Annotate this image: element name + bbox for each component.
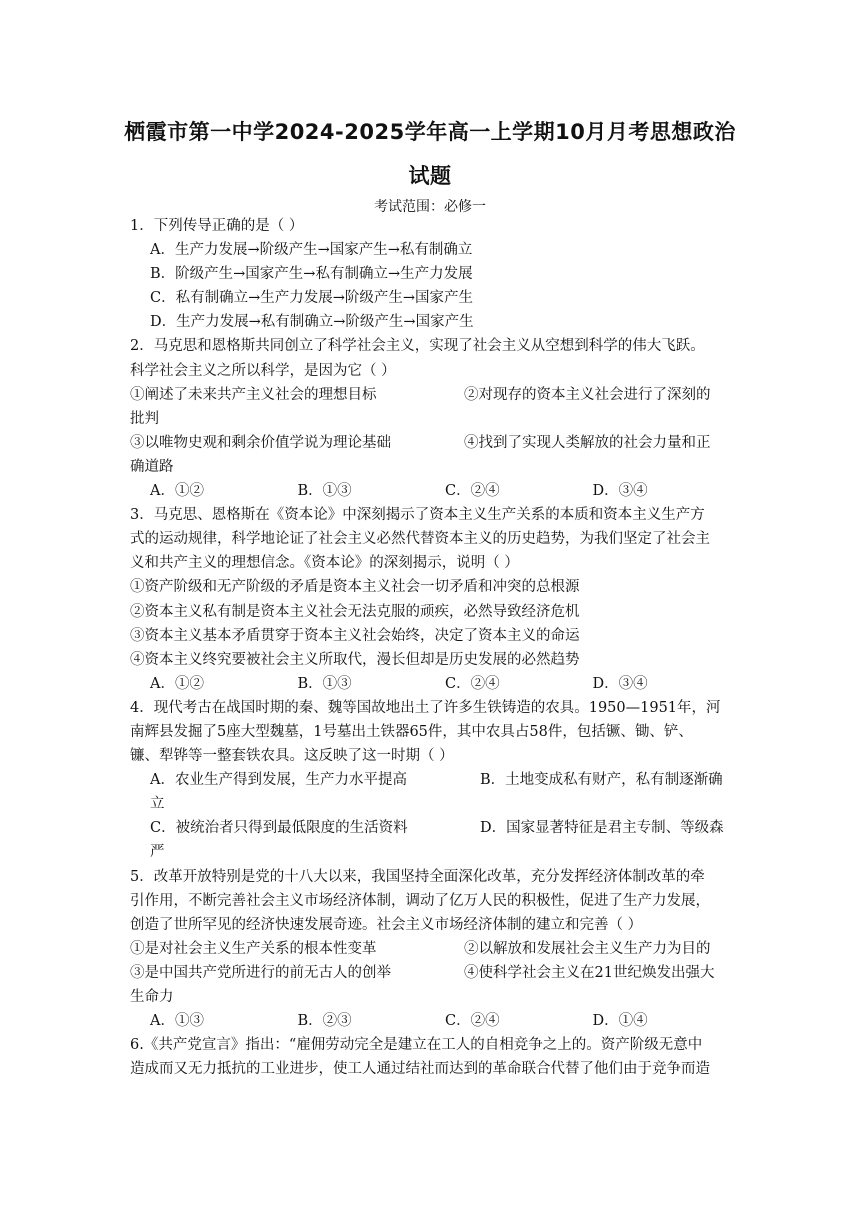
question-3-statement-1: ①资产阶级和无产阶级的矛盾是资本主义社会一切矛盾和冲突的总根源: [130, 579, 580, 596]
question-4-option-b: B．土地变成私有财产，私有制逐渐确: [480, 772, 723, 789]
question-3-statement-3: ③资本主义基本矛盾贯穿于资本主义社会始终，决定了资本主义的命运: [130, 627, 580, 644]
question-4-stem-line2: 南辉县发掘了5座大型魏墓，1号墓出土铁器65件，其中农具占58件，包括镢、锄、铲、: [130, 723, 693, 740]
question-3-option-d: D．③④: [592, 675, 648, 692]
question-5-statements-row1: [130, 937, 740, 961]
question-5-statement-4: ④使科学社会主义在21世纪焕发出强大: [464, 964, 715, 981]
question-1-option-b: B．阶级产生→国家产生→私有制确立→生产力发展: [150, 266, 473, 283]
question-5-statement-1: ①是对社会主义生产关系的根本性变革: [130, 940, 377, 957]
question-2-statement-2-cont: 批判: [130, 410, 159, 427]
question-5-statement-4-cont: 生命力: [130, 989, 174, 1005]
question-4-option-d-cont: 严: [150, 844, 165, 861]
question-list: [130, 214, 740, 1081]
question-4-options-row1: [130, 768, 740, 792]
question-3-statement-2: ②资本主义私有制是资本主义社会无法克服的顽疾，必然导致经济危机: [130, 603, 580, 620]
question-4-option-b-cont: 立: [150, 796, 165, 813]
exam-title-line1: 栖霞市第一中学2024-2025学年高一上学期10月月考思想政治: [124, 120, 736, 144]
question-5-statement-2: ②以解放和发展社会主义生产力为目的: [464, 940, 711, 957]
question-5-statement-3: ③是中国共产党所进行的前无古人的创举: [130, 964, 391, 981]
question-6-stem-line2: 造成而又无力抵抗的工业进步，使工人通过结社而达到的革命联合代替了他们由于竞争而造: [130, 1061, 710, 1078]
question-3-option-a: A．①②: [150, 675, 204, 692]
question-2-statement-1: ①阐述了未来共产主义社会的理想目标: [130, 386, 377, 403]
question-5-stem-line2: 引作用，不断完善社会主义市场经济体制，调动了亿万人民的积极性，促进了生产力发展，: [130, 892, 710, 909]
question-5-stem-line1: 5．改革开放特别是党的十八大以来，我国坚持全面深化改革，充分发挥经济体制改革的牵: [130, 868, 705, 885]
question-2-options: [130, 479, 740, 503]
question-4-stem-line1: 4．现代考古在战国时期的秦、魏等国故地出土了许多生铁铸造的农具。1950—1951年，河: [130, 699, 721, 716]
question-3-option-b: B．①③: [297, 675, 352, 692]
question-2-statement-4: ④找到了实现人类解放的社会力量和正: [464, 434, 711, 451]
question-4-option-c: C．被统治者只得到最低限度的生活资料: [150, 820, 408, 837]
question-5-option-a: A．①③: [150, 1013, 204, 1030]
question-1-option-d: D．生产力发展→私有制确立→阶级产生→国家产生: [150, 314, 474, 331]
question-3-option-c: C．②④: [445, 675, 500, 692]
question-2-stem-line1: 2．马克思和恩格斯共同创立了科学社会主义，实现了社会主义从空想到科学的伟大飞跃。: [130, 338, 705, 355]
question-2-statement-2: ②对现存的资本主义社会进行了深刻的: [464, 386, 711, 403]
question-3-statement-4: ④资本主义终究要被社会主义所取代，漫长但却是历史发展的必然趋势: [130, 651, 580, 668]
question-4-option-a: A．农业生产得到发展，生产力水平提高: [150, 772, 407, 789]
question-3-stem-line3: 义和共产主义的理想信念。《资本论》的深刻揭示，说明（ ）: [130, 555, 519, 572]
question-1-option-a: A．生产力发展→阶级产生→国家产生→私有制确立: [150, 242, 473, 259]
question-1-option-c: C．私有制确立→生产力发展→阶级产生→国家产生: [150, 290, 474, 307]
question-2-option-a: A．①②: [150, 483, 204, 500]
question-6-stem-line1: 6.《共产党宣言》指出：“雇佣劳动完全是建立在工人的自相竞争之上的。资产阶级无意中: [130, 1037, 703, 1054]
question-5-option-c: C．②④: [445, 1013, 500, 1030]
question-2-statement-3: ③以唯物史观和剩余价值学说为理论基础: [130, 434, 391, 451]
question-2-statements-row2: [130, 431, 740, 455]
question-3-stem-line2: 式的运动规律，科学地论证了社会主义必然代替资本主义的历史趋势，为我们坚定了社会主: [130, 531, 710, 548]
question-2-statements-row1: [130, 383, 740, 407]
question-2-option-b: B．①③: [297, 483, 352, 500]
exam-title-line2: 试题: [408, 164, 452, 188]
question-5-options: [130, 1009, 740, 1033]
question-2-statement-4-cont: 确道路: [130, 458, 174, 475]
question-2-option-d: D．③④: [592, 483, 648, 500]
question-5-statements-row2: [130, 961, 740, 985]
question-4-options-row2: [130, 816, 740, 840]
question-4-stem-line3: 镰、犁铧等一整套铁农具。这反映了这一时期（ ）: [130, 748, 454, 765]
question-5-option-b: B．②③: [297, 1013, 352, 1030]
question-5-option-d: D．①④: [592, 1013, 648, 1030]
question-3-options: [130, 672, 740, 696]
question-1-stem: 1．下列传导正确的是（ ）: [130, 218, 304, 234]
question-3-stem-line1: 3．马克思、恩格斯在《资本论》中深刻揭示了资本主义生产关系的本质和资本主义生产方: [130, 507, 705, 524]
question-2-stem-line2: 科学社会主义之所以科学，是因为它（ ）: [130, 362, 396, 379]
question-4-option-d: D．国家显著特征是君主专制、等级森: [480, 820, 724, 837]
exam-scope: 考试范围：必修一: [374, 199, 486, 215]
question-5-stem-line3: 创造了世所罕见的经济快速发展奇迹。社会主义市场经济体制的建立和完善（ ）: [130, 916, 643, 933]
question-2-option-c: C．②④: [445, 483, 500, 500]
